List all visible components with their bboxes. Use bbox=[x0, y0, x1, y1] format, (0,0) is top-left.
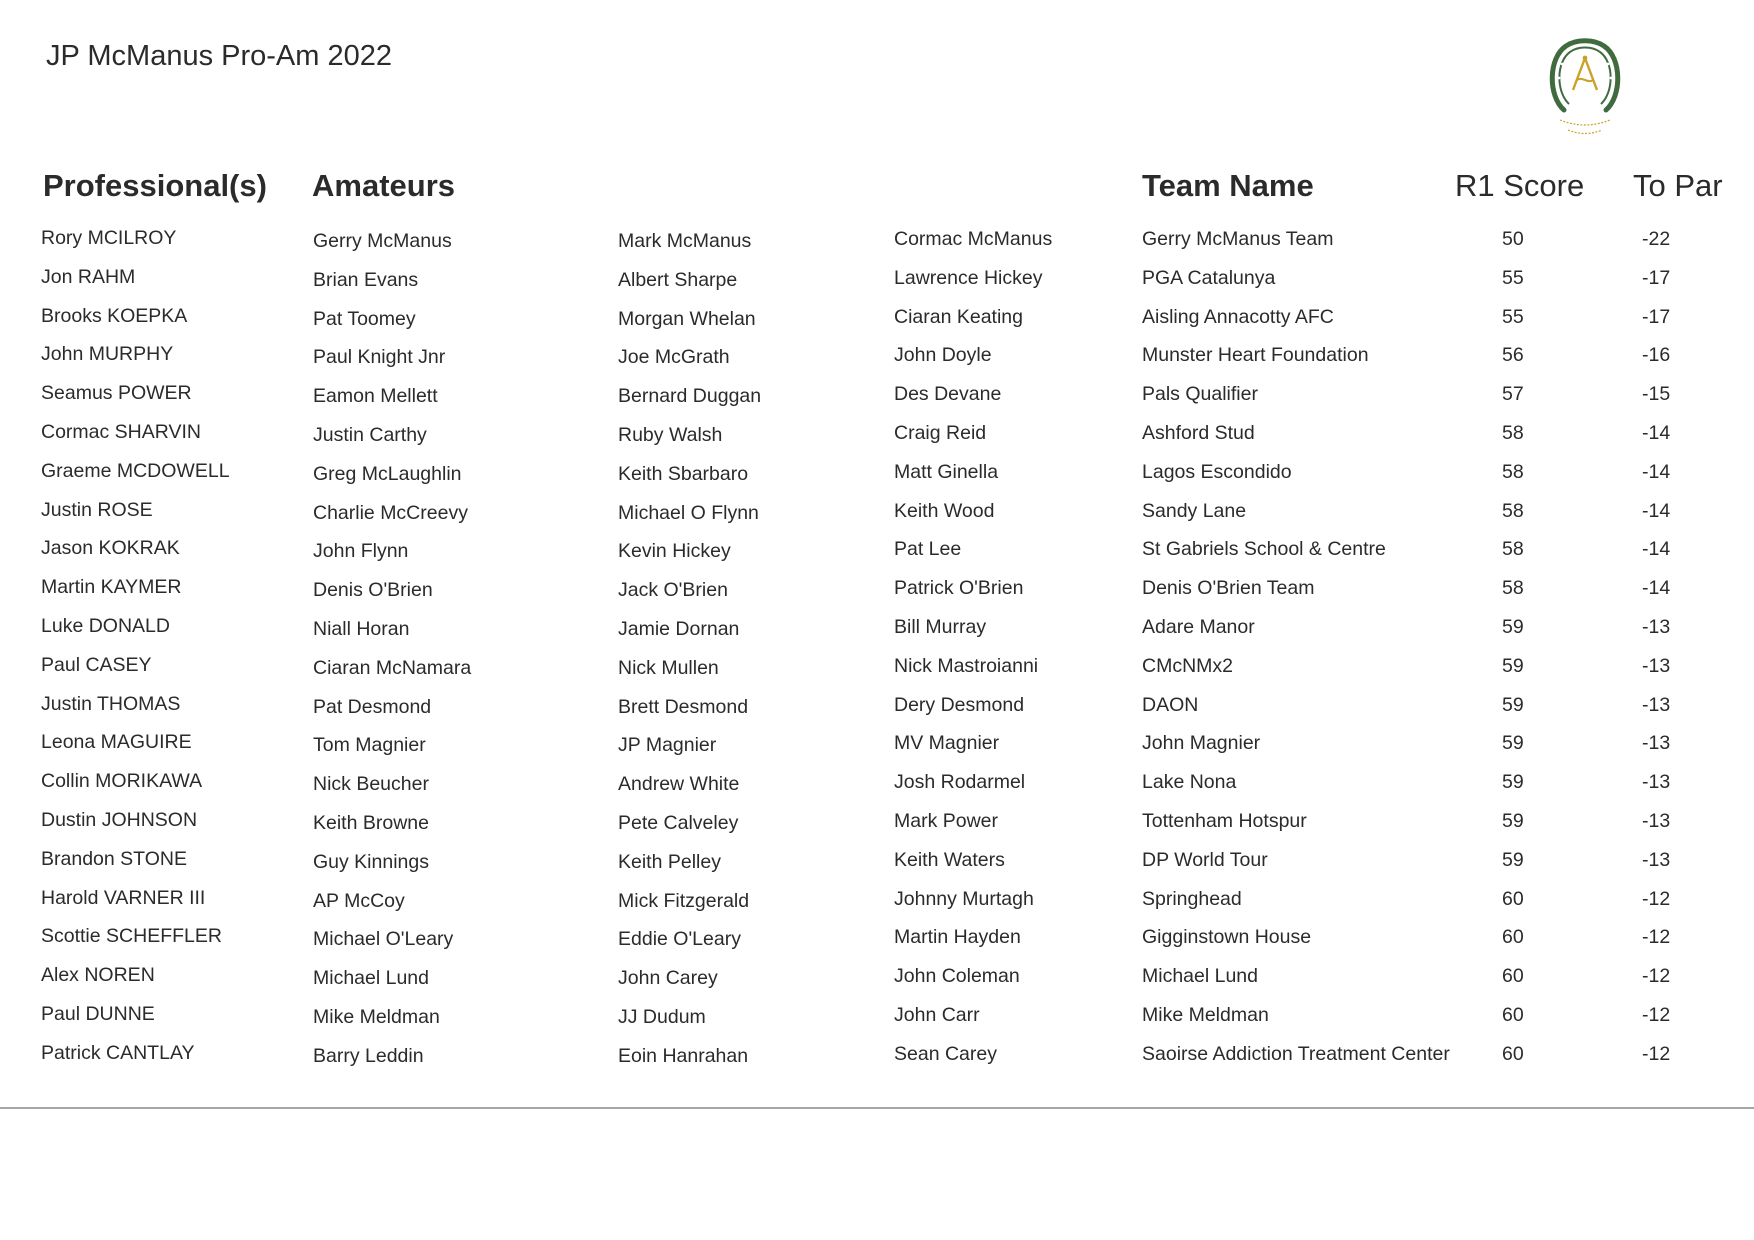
r1-score: 58 bbox=[1502, 577, 1524, 600]
amateur-1-name: Michael Lund bbox=[313, 967, 429, 990]
amateur-2-name: Jack O'Brien bbox=[618, 579, 728, 602]
amateur-1-name: Ciaran McNamara bbox=[313, 656, 472, 679]
amateur-3-name: Bill Murray bbox=[894, 615, 987, 638]
team-name: Mike Meldman bbox=[1142, 1003, 1269, 1026]
amateur-3-name: Des Devane bbox=[894, 383, 1002, 406]
r1-score: 59 bbox=[1502, 848, 1524, 871]
r1-score: 59 bbox=[1502, 693, 1524, 716]
amateur-1-name: Tom Magnier bbox=[313, 734, 426, 757]
r1-score: 58 bbox=[1502, 460, 1524, 483]
r1-score: 59 bbox=[1502, 654, 1524, 677]
amateur-1-name: Michael O'Leary bbox=[313, 928, 454, 951]
professional-name: Dustin JOHNSON bbox=[41, 808, 198, 831]
team-name: Aisling Annacotty AFC bbox=[1142, 305, 1334, 328]
amateur-3-name: John Carr bbox=[894, 1003, 980, 1026]
leaderboard-table bbox=[0, 222, 1754, 1076]
amateur-2-name: Jamie Dornan bbox=[618, 617, 740, 640]
professional-name: Leona MAGUIRE bbox=[41, 731, 192, 754]
amateur-1-name: John Flynn bbox=[313, 540, 409, 563]
r1-score: 55 bbox=[1502, 305, 1524, 328]
professional-name: Graeme MCDOWELL bbox=[41, 459, 230, 482]
professional-name: Cormac SHARVIN bbox=[41, 420, 202, 443]
team-name: Gigginstown House bbox=[1142, 926, 1312, 949]
amateur-2-name: Ruby Walsh bbox=[618, 423, 723, 446]
to-par: -14 bbox=[1642, 421, 1671, 444]
r1-score: 59 bbox=[1502, 615, 1524, 638]
team-name: Munster Heart Foundation bbox=[1142, 344, 1369, 367]
team-name: DP World Tour bbox=[1142, 848, 1268, 871]
amateur-3-name: Keith Waters bbox=[894, 848, 1005, 871]
team-name: John Magnier bbox=[1142, 732, 1261, 755]
team-name: Springhead bbox=[1142, 887, 1242, 910]
r1-score: 60 bbox=[1502, 1042, 1524, 1065]
table-row bbox=[0, 1037, 1754, 1076]
header-amateurs: Amateurs bbox=[312, 168, 455, 203]
r1-score: 50 bbox=[1502, 228, 1524, 250]
amateur-3-name: Craig Reid bbox=[894, 421, 987, 444]
professional-name: Scottie SCHEFFLER bbox=[41, 925, 222, 948]
professional-name: Alex NOREN bbox=[41, 964, 155, 987]
amateur-2-name: Eddie O'Leary bbox=[618, 928, 741, 951]
table-row bbox=[0, 843, 1754, 882]
table-row bbox=[0, 494, 1754, 533]
amateur-2-name: Michael O Flynn bbox=[618, 501, 759, 524]
to-par: -22 bbox=[1642, 228, 1671, 250]
amateur-2-name: JP Magnier bbox=[618, 734, 717, 757]
to-par: -12 bbox=[1642, 887, 1671, 910]
professional-name: Seamus POWER bbox=[41, 382, 192, 405]
r1-score: 60 bbox=[1502, 887, 1524, 910]
table-row bbox=[0, 649, 1754, 688]
to-par: -13 bbox=[1642, 771, 1671, 794]
amateur-3-name: MV Magnier bbox=[894, 732, 1000, 755]
professional-name: Rory MCILROY bbox=[41, 227, 177, 249]
table-row bbox=[0, 765, 1754, 804]
amateur-1-name: AP McCoy bbox=[313, 889, 405, 912]
professional-name: Patrick CANTLAY bbox=[41, 1041, 195, 1064]
amateur-2-name: Keith Pelley bbox=[618, 850, 721, 873]
header-team-name: Team Name bbox=[1142, 168, 1314, 203]
header-r1-score: R1 Score bbox=[1455, 168, 1585, 203]
r1-score: 55 bbox=[1502, 266, 1524, 289]
amateur-1-name: Pat Desmond bbox=[313, 695, 432, 718]
table-row bbox=[0, 959, 1754, 998]
to-par: -13 bbox=[1642, 732, 1671, 755]
amateur-1-name: Greg McLaughlin bbox=[313, 462, 462, 485]
amateur-1-name: Mike Meldman bbox=[313, 1005, 440, 1028]
team-name: Lagos Escondido bbox=[1142, 460, 1292, 483]
amateur-3-name: Johnny Murtagh bbox=[894, 887, 1034, 910]
table-row bbox=[0, 455, 1754, 494]
team-name: Denis O'Brien Team bbox=[1142, 577, 1315, 600]
team-name: Sandy Lane bbox=[1142, 499, 1247, 522]
r1-score: 59 bbox=[1502, 732, 1524, 755]
team-name: Lake Nona bbox=[1142, 771, 1237, 794]
r1-score: 58 bbox=[1502, 499, 1524, 522]
to-par: -14 bbox=[1642, 499, 1671, 522]
professional-name: Justin THOMAS bbox=[41, 692, 181, 715]
to-par: -16 bbox=[1642, 344, 1671, 367]
professional-name: Paul DUNNE bbox=[41, 1002, 155, 1025]
amateur-3-name: Dery Desmond bbox=[894, 693, 1025, 716]
amateur-2-name: Morgan Whelan bbox=[618, 307, 756, 330]
to-par: -14 bbox=[1642, 538, 1671, 561]
r1-score: 60 bbox=[1502, 1003, 1524, 1026]
team-name: Tottenham Hotspur bbox=[1142, 809, 1307, 832]
to-par: -15 bbox=[1642, 383, 1671, 406]
table-row bbox=[0, 571, 1754, 610]
amateur-1-name: Keith Browne bbox=[313, 811, 429, 834]
amateur-2-name: Mark McManus bbox=[618, 230, 752, 252]
to-par: -12 bbox=[1642, 926, 1671, 949]
team-name: Saoirse Addiction Treatment Center bbox=[1142, 1042, 1450, 1065]
to-par: -13 bbox=[1642, 615, 1671, 638]
r1-score: 60 bbox=[1502, 926, 1524, 949]
amateur-2-name: Albert Sharpe bbox=[618, 268, 738, 291]
amateur-3-name: John Coleman bbox=[894, 965, 1020, 988]
professional-name: Brooks KOEPKA bbox=[41, 304, 188, 327]
to-par: -14 bbox=[1642, 460, 1671, 483]
amateur-1-name: Barry Leddin bbox=[313, 1044, 424, 1067]
table-row bbox=[0, 300, 1754, 339]
amateur-3-name: Josh Rodarmel bbox=[894, 771, 1026, 794]
table-row bbox=[0, 688, 1754, 727]
amateur-2-name: John Carey bbox=[618, 967, 718, 990]
table-row bbox=[0, 338, 1754, 377]
table-row bbox=[0, 416, 1754, 455]
amateur-3-name: Keith Wood bbox=[894, 499, 995, 522]
table-row bbox=[0, 882, 1754, 921]
amateur-1-name: Niall Horan bbox=[313, 617, 410, 640]
header-to-par: To Par bbox=[1633, 168, 1723, 203]
footer-divider bbox=[0, 1107, 1754, 1109]
amateur-1-name: Nick Beucher bbox=[313, 773, 429, 796]
amateur-1-name: Gerry McManus bbox=[313, 230, 452, 252]
table-row bbox=[0, 610, 1754, 649]
to-par: -12 bbox=[1642, 965, 1671, 988]
amateur-1-name: Charlie McCreevy bbox=[313, 501, 468, 524]
amateur-2-name: Nick Mullen bbox=[618, 656, 719, 679]
amateur-3-name: Matt Ginella bbox=[894, 460, 999, 483]
amateur-3-name: Lawrence Hickey bbox=[894, 266, 1043, 289]
amateur-2-name: JJ Dudum bbox=[618, 1005, 706, 1028]
amateur-1-name: Pat Toomey bbox=[313, 307, 416, 330]
amateur-2-name: Kevin Hickey bbox=[618, 540, 731, 563]
professional-name: Jason KOKRAK bbox=[41, 537, 180, 560]
table-row bbox=[0, 222, 1754, 261]
table-row bbox=[0, 998, 1754, 1037]
r1-score: 59 bbox=[1502, 809, 1524, 832]
team-name: St Gabriels School & Centre bbox=[1142, 538, 1386, 561]
amateur-3-name: Patrick O'Brien bbox=[894, 577, 1024, 600]
pro-am-horseshoe-logo bbox=[1542, 38, 1628, 138]
r1-score: 58 bbox=[1502, 421, 1524, 444]
to-par: -12 bbox=[1642, 1003, 1671, 1026]
to-par: -13 bbox=[1642, 693, 1671, 716]
document-title: JP McManus Pro-Am 2022 bbox=[46, 40, 392, 72]
table-row bbox=[0, 261, 1754, 300]
professional-name: Martin KAYMER bbox=[41, 576, 182, 599]
team-name: Gerry McManus Team bbox=[1142, 228, 1334, 250]
to-par: -17 bbox=[1642, 266, 1671, 289]
amateur-3-name: Cormac McManus bbox=[894, 228, 1053, 250]
r1-score: 56 bbox=[1502, 344, 1524, 367]
amateur-1-name: Brian Evans bbox=[313, 268, 419, 291]
amateur-2-name: Pete Calveley bbox=[618, 811, 739, 834]
r1-score: 57 bbox=[1502, 383, 1524, 406]
amateur-3-name: Ciaran Keating bbox=[894, 305, 1023, 328]
amateur-3-name: John Doyle bbox=[894, 344, 992, 367]
amateur-2-name: Brett Desmond bbox=[618, 695, 749, 718]
team-name: Pals Qualifier bbox=[1142, 383, 1258, 406]
amateur-3-name: Martin Hayden bbox=[894, 926, 1021, 949]
to-par: -13 bbox=[1642, 654, 1671, 677]
professional-name: Harold VARNER III bbox=[41, 886, 206, 909]
table-row bbox=[0, 532, 1754, 571]
to-par: -14 bbox=[1642, 577, 1671, 600]
r1-score: 59 bbox=[1502, 771, 1524, 794]
table-row bbox=[0, 804, 1754, 843]
professional-name: Justin ROSE bbox=[41, 498, 153, 521]
professional-name: John MURPHY bbox=[41, 343, 174, 366]
professional-name: Brandon STONE bbox=[41, 847, 187, 870]
amateur-2-name: Joe McGrath bbox=[618, 346, 730, 369]
amateur-3-name: Pat Lee bbox=[894, 538, 962, 561]
professional-name: Luke DONALD bbox=[41, 614, 170, 637]
team-name: Ashford Stud bbox=[1142, 421, 1255, 444]
to-par: -13 bbox=[1642, 848, 1671, 871]
professional-name: Paul CASEY bbox=[41, 653, 152, 676]
to-par: -17 bbox=[1642, 305, 1671, 328]
r1-score: 60 bbox=[1502, 965, 1524, 988]
amateur-2-name: Bernard Duggan bbox=[618, 385, 762, 408]
amateur-3-name: Nick Mastroianni bbox=[894, 654, 1039, 677]
amateur-1-name: Guy Kinnings bbox=[313, 850, 429, 873]
r1-score: 58 bbox=[1502, 538, 1524, 561]
to-par: -12 bbox=[1642, 1042, 1671, 1065]
team-name: CMcNMx2 bbox=[1142, 654, 1233, 677]
amateur-1-name: Paul Knight Jnr bbox=[313, 346, 446, 369]
table-row bbox=[0, 377, 1754, 416]
amateur-1-name: Denis O'Brien bbox=[313, 579, 433, 602]
header-professionals: Professional(s) bbox=[43, 168, 267, 203]
team-name: DAON bbox=[1142, 693, 1199, 716]
amateur-3-name: Sean Carey bbox=[894, 1042, 997, 1065]
amateur-1-name: Justin Carthy bbox=[313, 423, 427, 446]
team-name: Michael Lund bbox=[1142, 965, 1258, 988]
amateur-2-name: Keith Sbarbaro bbox=[618, 462, 749, 485]
amateur-3-name: Mark Power bbox=[894, 809, 999, 832]
table-row bbox=[0, 726, 1754, 765]
professional-name: Jon RAHM bbox=[41, 265, 136, 288]
amateur-2-name: Mick Fitzgerald bbox=[618, 889, 750, 912]
table-row bbox=[0, 920, 1754, 959]
amateur-2-name: Eoin Hanrahan bbox=[618, 1044, 749, 1067]
amateur-1-name: Eamon Mellett bbox=[313, 385, 438, 408]
team-name: Adare Manor bbox=[1142, 615, 1255, 638]
to-par: -13 bbox=[1642, 809, 1671, 832]
amateur-2-name: Andrew White bbox=[618, 773, 740, 796]
team-name: PGA Catalunya bbox=[1142, 266, 1276, 289]
professional-name: Collin MORIKAWA bbox=[41, 770, 203, 793]
